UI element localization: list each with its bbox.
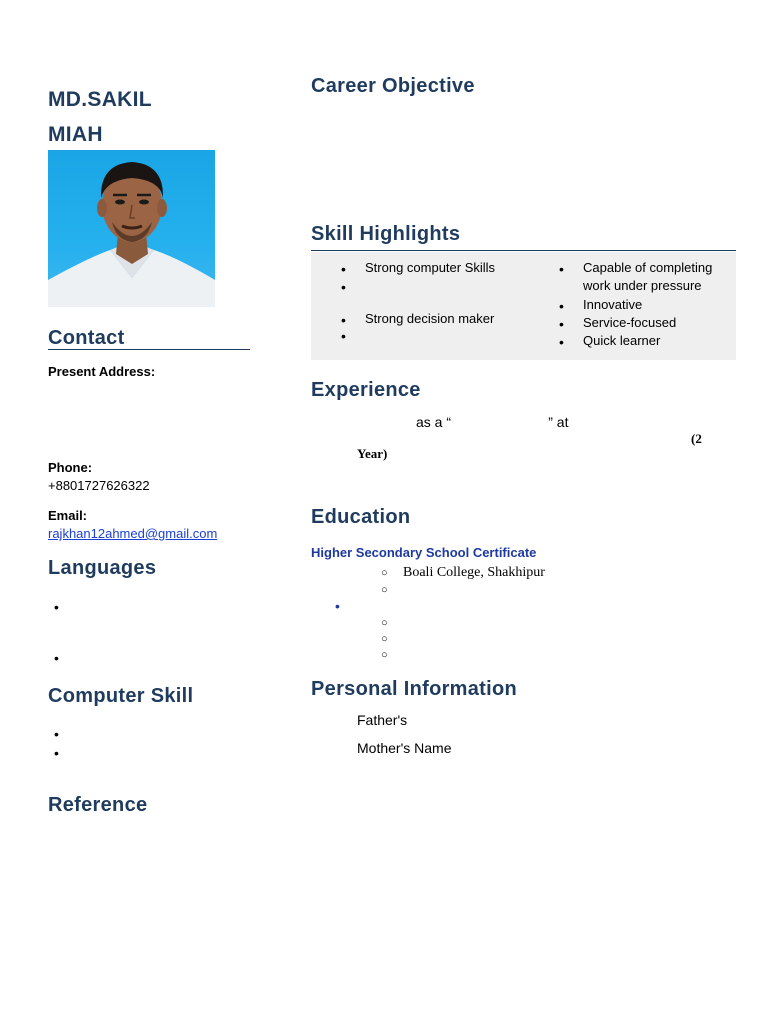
- mother-label: Mother's Name: [357, 740, 452, 756]
- present-address-label: Present Address:: [48, 364, 156, 379]
- skill-bullet: •: [341, 261, 346, 277]
- sub-bullet: ○: [381, 617, 388, 629]
- skill-bullet: •: [341, 312, 346, 328]
- skill-item: Capable of completing work under pressure: [583, 260, 713, 293]
- email-link[interactable]: rajkhan12ahmed@gmail.com: [48, 526, 218, 541]
- skill-item: Service-focused: [583, 315, 677, 330]
- skill-bullet: •: [559, 334, 564, 350]
- contact-divider: [48, 349, 250, 350]
- name-line-2: MIAH: [48, 123, 103, 146]
- profile-photo: [48, 150, 215, 307]
- skill-item: Strong computer Skills: [365, 260, 496, 275]
- skill-highlights-heading: Skill Highlights: [311, 223, 461, 245]
- language-bullet: •: [54, 599, 59, 615]
- sub-bullet: ○: [381, 567, 388, 579]
- languages-heading: Languages: [48, 557, 157, 579]
- contact-heading: Contact: [48, 327, 125, 349]
- computer-skill-bullet: •: [54, 726, 59, 742]
- profile-photo-portrait: [48, 150, 215, 307]
- education-heading: Education: [311, 506, 411, 528]
- experience-duration-start: (2: [691, 431, 702, 446]
- skill-bullet: •: [341, 279, 346, 295]
- name-line-1: MD.SAKIL: [48, 88, 152, 111]
- skill-bullet: •: [559, 298, 564, 314]
- education-bullet: •: [335, 598, 340, 614]
- skill-bullet: •: [559, 261, 564, 277]
- computer-skill-heading: Computer Skill: [48, 685, 194, 707]
- skill-item: Strong decision maker: [365, 311, 495, 326]
- skill-item: Quick learner: [583, 333, 661, 348]
- skill-bullet: •: [559, 316, 564, 332]
- computer-skill-bullet: •: [54, 745, 59, 761]
- experience-heading: Experience: [311, 379, 421, 401]
- skill-bullet: •: [341, 328, 346, 344]
- sub-bullet: ○: [381, 584, 388, 596]
- education-institution: Boali College, Shakhipur: [403, 565, 545, 580]
- reference-heading: Reference: [48, 794, 148, 816]
- personal-info-heading: Personal Information: [311, 678, 518, 700]
- candidate-name: [48, 82, 248, 152]
- language-bullet: •: [54, 650, 59, 666]
- phone-label: Phone:: [48, 460, 93, 475]
- experience-duration-end: Year): [357, 446, 388, 461]
- sub-bullet: ○: [381, 633, 388, 645]
- skills-divider: [311, 250, 736, 251]
- career-objective-heading: Career Objective: [311, 75, 475, 97]
- experience-line: as a “ ” at: [416, 414, 569, 430]
- sub-bullet: ○: [381, 649, 388, 661]
- phone-value: +8801727626322: [48, 478, 150, 493]
- education-degree: Higher Secondary School Certificate: [311, 545, 537, 560]
- skill-item: Innovative: [583, 297, 643, 312]
- email-label: Email:: [48, 508, 88, 523]
- father-label: Father's: [357, 712, 408, 728]
